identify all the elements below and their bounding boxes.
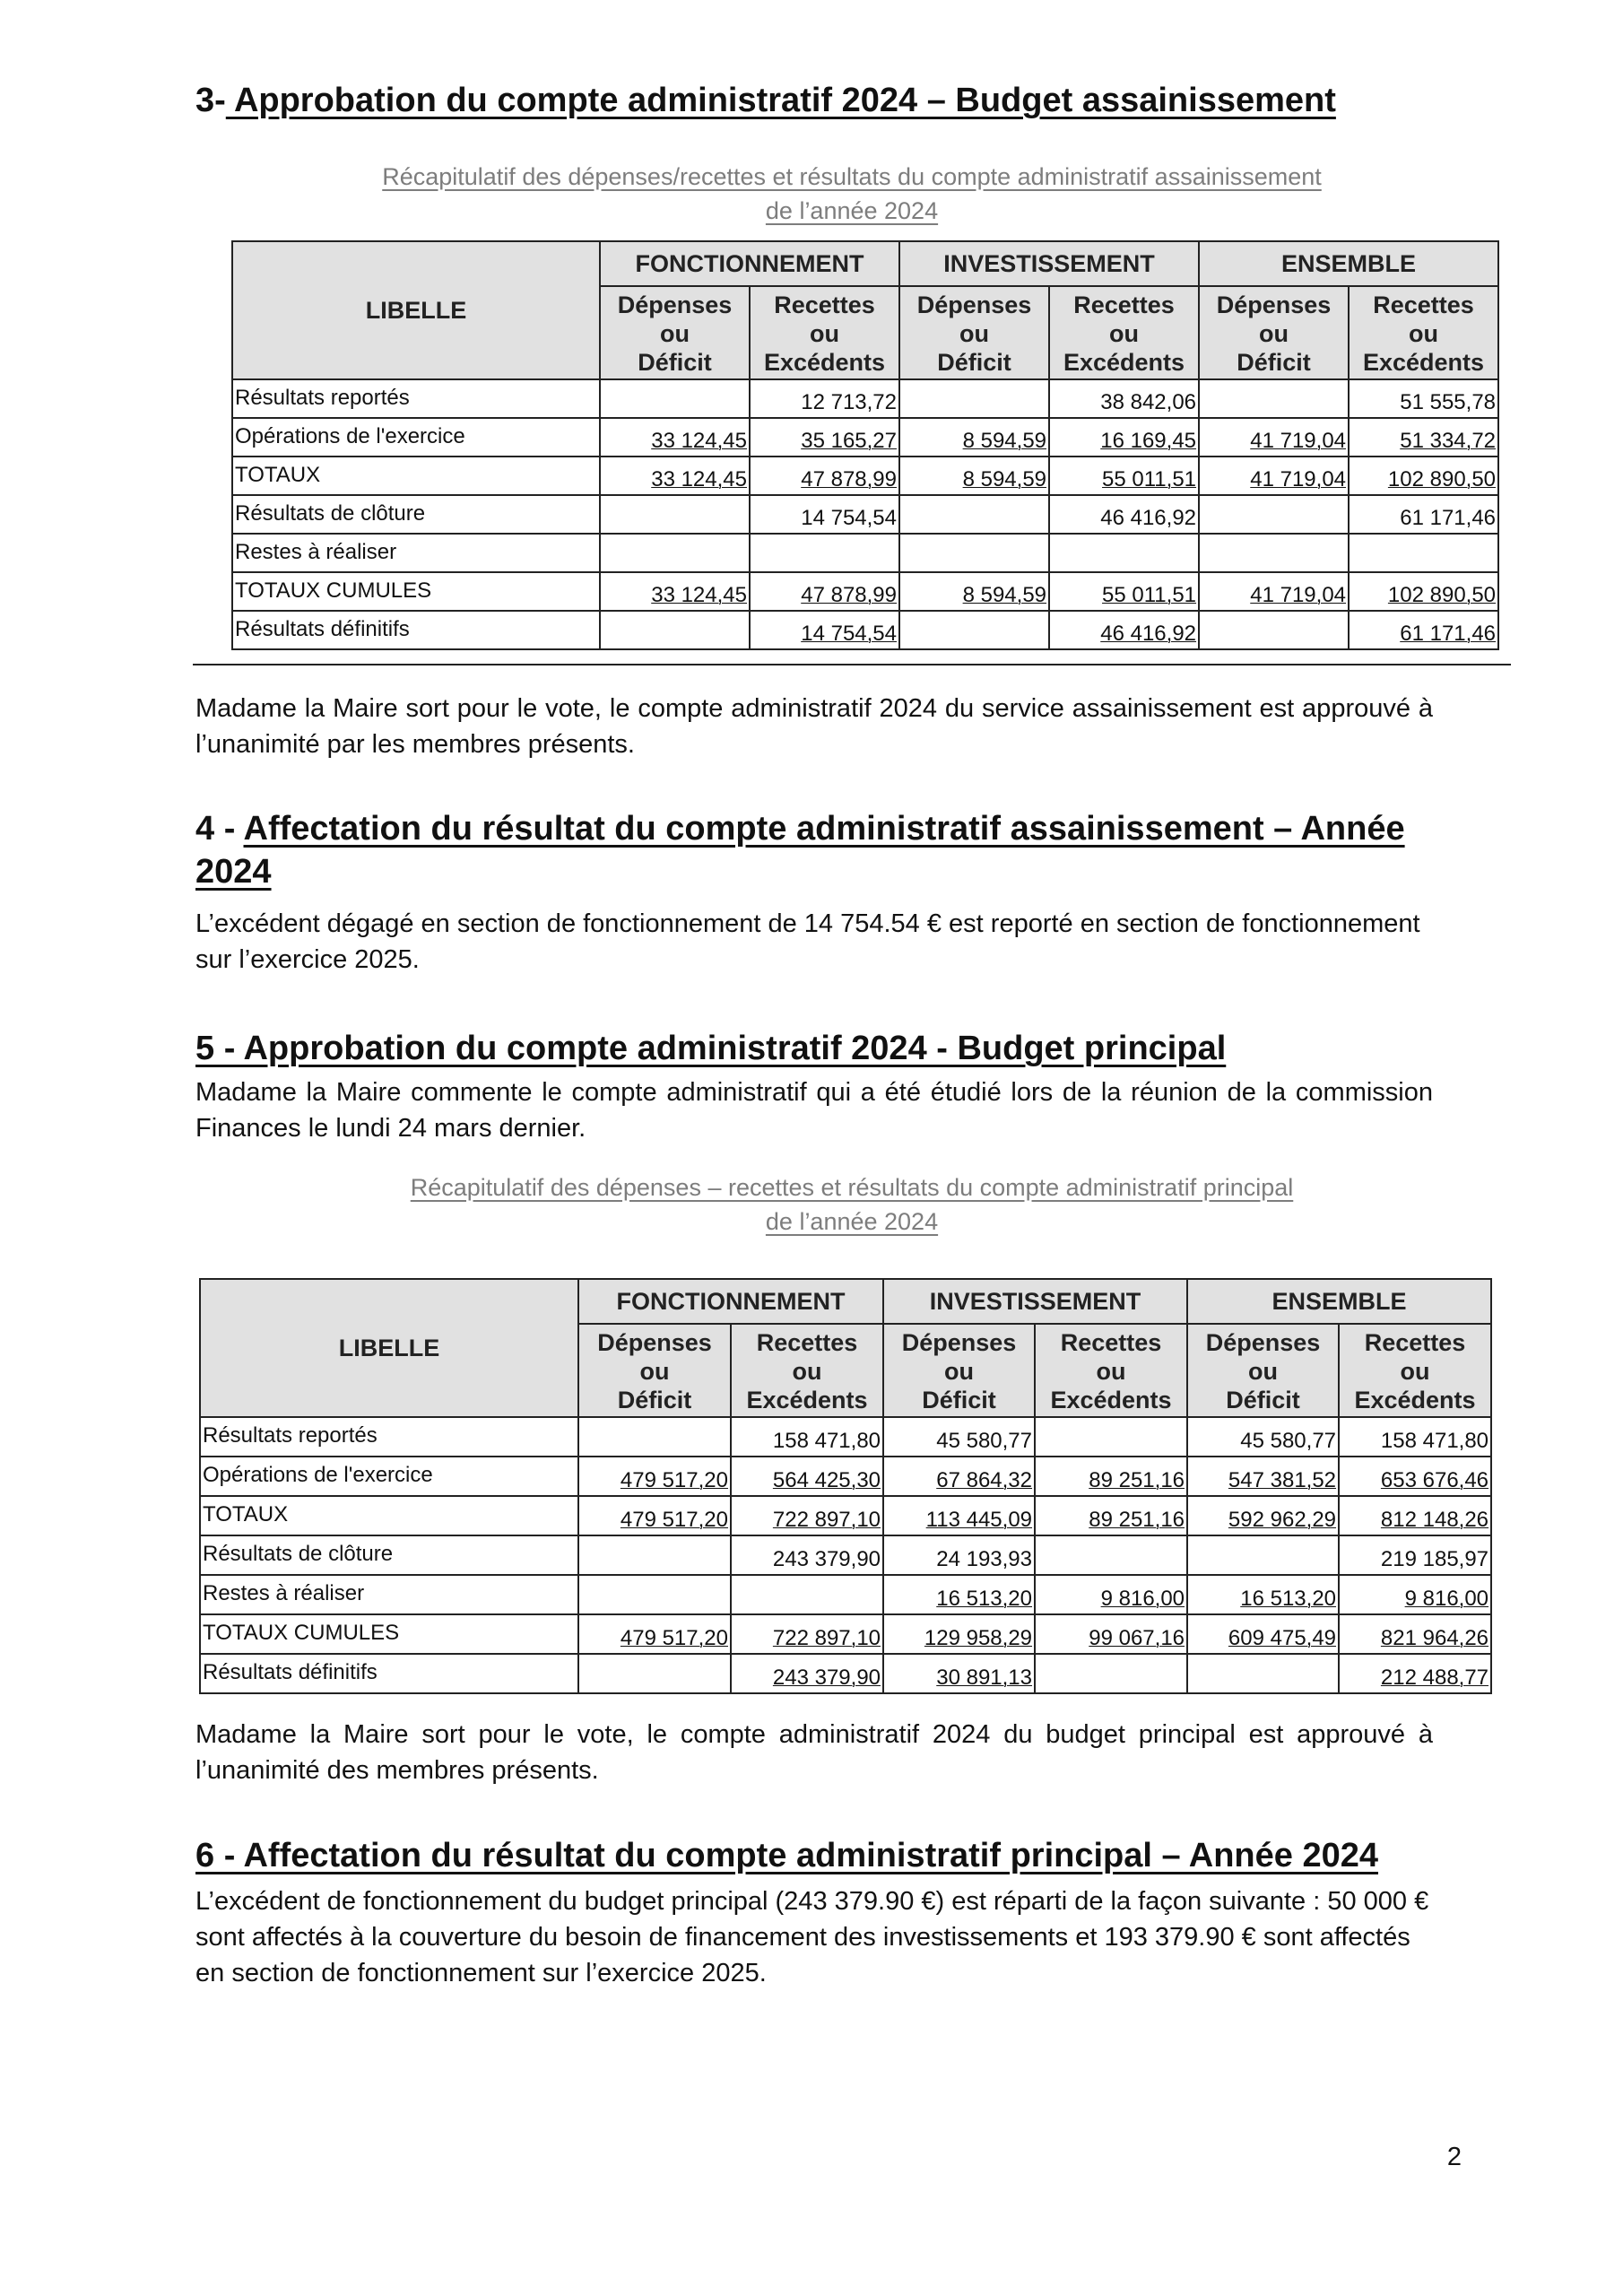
cell-value: 99 067,16	[1089, 1626, 1185, 1650]
table-2-caption-line-2: de l’année 2024	[765, 1208, 939, 1235]
table-cell	[600, 611, 750, 649]
table-cell	[1349, 457, 1498, 495]
cell-value: 102 890,50	[1387, 467, 1497, 491]
table-cell	[600, 379, 750, 418]
recettes-header-line: Recettes	[1364, 1329, 1466, 1356]
table-cell	[1339, 1457, 1491, 1496]
cell-value: 102 890,50	[1387, 583, 1497, 607]
table-cell	[600, 457, 750, 495]
row-label: Restes à réaliser	[200, 1575, 578, 1614]
table-cell	[750, 418, 899, 457]
table-cell	[750, 611, 899, 649]
table-cell	[1199, 495, 1349, 534]
section-4-number: 4 -	[195, 810, 244, 848]
cell-value: 61 171,46	[1400, 506, 1497, 530]
table-cell	[1349, 572, 1498, 611]
depenses-header-line: ou	[639, 1358, 670, 1385]
table-cell	[1049, 534, 1199, 572]
table-row	[200, 1417, 1491, 1457]
cell-value: 812 148,26	[1380, 1508, 1489, 1532]
depenses-header-line: Déficit	[638, 349, 712, 376]
table-cell	[883, 1457, 1035, 1496]
table-cell	[1035, 1575, 1187, 1614]
table-1-caption	[193, 160, 1511, 228]
depenses-header-line: Déficit	[922, 1387, 996, 1413]
recettes-header-line: ou	[1096, 1358, 1126, 1385]
recettes-header-line: ou	[1400, 1358, 1430, 1385]
table-cell	[899, 379, 1049, 418]
table-cell	[1035, 1417, 1187, 1457]
table-cell	[578, 1575, 731, 1614]
section-3-heading	[195, 79, 1336, 122]
table-cell	[883, 1614, 1035, 1654]
depenses-header-line: Déficit	[617, 1387, 692, 1413]
table-row	[200, 1614, 1491, 1654]
table-2-caption-line-1: Récapitulatif des dépenses – recettes et résultats du compte administratif principal	[410, 1174, 1294, 1201]
section-6-heading: 6 - Affectation du résultat du compte administratif principal – Année 2024	[195, 1837, 1378, 1874]
table-cell	[1049, 418, 1199, 457]
depenses-header-line: Dépenses	[617, 291, 733, 318]
cell-value: 547 381,52	[1228, 1468, 1337, 1492]
recettes-header	[1049, 286, 1199, 379]
depenses-header-line: Dépenses	[597, 1329, 712, 1356]
cell-value: 47 878,99	[801, 583, 898, 607]
table-cell	[1187, 1654, 1339, 1693]
table-cell	[750, 379, 899, 418]
section-4-title: Affectation du résultat du compte administratif assainissement – Année	[243, 810, 1405, 848]
table-cell	[750, 457, 899, 495]
table-row	[200, 1457, 1491, 1496]
recettes-header-line: ou	[810, 320, 839, 347]
cell-value: 61 171,46	[1400, 622, 1497, 646]
table-cell	[1339, 1535, 1491, 1575]
table-cell	[1049, 611, 1199, 649]
section-divider	[193, 664, 1511, 665]
cell-value: 55 011,51	[1102, 467, 1197, 491]
table-cell	[899, 457, 1049, 495]
recettes-header-line: ou	[792, 1358, 822, 1385]
section-3-number: 3-	[195, 82, 226, 119]
cell-value: 24 193,93	[936, 1547, 1033, 1571]
cell-value: 89 251,16	[1089, 1468, 1185, 1492]
table-cell	[1187, 1417, 1339, 1457]
cell-value: 35 165,27	[801, 429, 898, 453]
table-cell	[1035, 1535, 1187, 1575]
recettes-header-line: Recettes	[1073, 291, 1175, 318]
row-label: TOTAUX	[200, 1496, 578, 1535]
cell-value: 41 719,04	[1250, 429, 1347, 453]
cell-value: 243 379,90	[772, 1665, 881, 1690]
table-cell	[1349, 379, 1498, 418]
cell-value: 41 719,04	[1250, 467, 1347, 491]
table-cell	[578, 1457, 731, 1496]
recettes-header	[750, 286, 899, 379]
cell-value: 38 842,06	[1100, 390, 1197, 414]
cell-value: 9 816,00	[1404, 1587, 1489, 1611]
depenses-header	[899, 286, 1049, 379]
cell-value: 592 962,29	[1228, 1508, 1337, 1532]
table-cell	[1349, 611, 1498, 649]
table-cell	[1199, 572, 1349, 611]
table-cell	[1187, 1614, 1339, 1654]
cell-value: 158 471,80	[772, 1429, 881, 1453]
cell-value: 89 251,16	[1089, 1508, 1185, 1532]
cell-value: 8 594,59	[962, 467, 1047, 491]
ensemble-header: ENSEMBLE	[1187, 1279, 1491, 1324]
section-4-body: L’excédent dégagé en section de fonctionnement de 14 754.54 € est reporté en section de fonctionnement sur l’exercice 2025.	[195, 909, 1420, 974]
depenses-header-line: ou	[1259, 320, 1289, 347]
libelle-header: LIBELLE	[200, 1279, 578, 1417]
cell-value: 45 580,77	[936, 1429, 1033, 1453]
table-1-caption-line-1: Récapitulatif des dépenses/recettes et résultats du compte administratif assainissement	[382, 163, 1322, 190]
table-cell	[1199, 611, 1349, 649]
table-2-caption	[193, 1170, 1511, 1239]
libelle-header: LIBELLE	[232, 241, 600, 379]
cell-value: 158 471,80	[1380, 1429, 1489, 1453]
table-cell	[1349, 534, 1498, 572]
cell-value: 45 580,77	[1240, 1429, 1337, 1453]
table-cell	[731, 1417, 883, 1457]
cell-value: 16 169,45	[1100, 429, 1197, 453]
cell-value: 47 878,99	[801, 467, 898, 491]
fonctionnement-header: FONCTIONNEMENT	[600, 241, 899, 286]
cell-value: 479 517,20	[620, 1508, 728, 1532]
table-cell	[1049, 379, 1199, 418]
cell-value: 821 964,26	[1380, 1626, 1489, 1650]
section-4-title-line-2: 2024	[195, 853, 272, 891]
table-cell	[899, 495, 1049, 534]
table-cell	[1339, 1417, 1491, 1457]
row-label: Résultats reportés	[200, 1417, 578, 1457]
depenses-header-line: Dépenses	[901, 1329, 1017, 1356]
row-label: Restes à réaliser	[232, 534, 600, 572]
page-number: 2	[1446, 2143, 1462, 2171]
recettes-header	[1349, 286, 1498, 379]
table-cell	[883, 1496, 1035, 1535]
recettes-header-line: Excédents	[1063, 349, 1185, 376]
depenses-header-line: Dépenses	[916, 291, 1032, 318]
recettes-header-line: ou	[1409, 320, 1439, 347]
row-label: Résultats de clôture	[232, 495, 600, 534]
assainissement-summary-table	[231, 240, 1499, 650]
cell-value: 8 594,59	[962, 429, 1047, 453]
table-cell	[731, 1614, 883, 1654]
cell-value: 16 513,20	[1240, 1587, 1337, 1611]
section-3-title: Approbation du compte administratif 2024 – Budget assainissement	[225, 82, 1336, 119]
table-cell	[1049, 457, 1199, 495]
table-cell	[578, 1654, 731, 1693]
cell-value: 564 425,30	[772, 1468, 881, 1492]
table-cell	[1339, 1614, 1491, 1654]
recettes-header-line: Recettes	[774, 291, 875, 318]
cell-value: 14 754,54	[801, 506, 898, 530]
recettes-header-line: Recettes	[756, 1329, 858, 1356]
table-cell	[1187, 1535, 1339, 1575]
section-3-vote-text: Madame la Maire sort pour le vote, le compte administratif 2024 du service assainissement est approuvé à l’unanimité par les membres présents.	[195, 694, 1433, 759]
table-row	[232, 495, 1498, 534]
fonctionnement-header: FONCTIONNEMENT	[578, 1279, 883, 1324]
recettes-header	[1035, 1324, 1187, 1417]
cell-value: 51 334,72	[1400, 429, 1497, 453]
cell-value: 722 897,10	[772, 1508, 881, 1532]
cell-value: 219 185,97	[1380, 1547, 1489, 1571]
recettes-header-line: ou	[1109, 320, 1140, 347]
table-cell	[1339, 1496, 1491, 1535]
depenses-header	[600, 286, 750, 379]
cell-value: 129 958,29	[924, 1626, 1033, 1650]
cell-value: 653 676,46	[1380, 1468, 1489, 1492]
table-cell	[1035, 1654, 1187, 1693]
table-cell	[899, 534, 1049, 572]
depenses-header-line: Déficit	[1226, 1387, 1300, 1413]
table-cell	[1199, 379, 1349, 418]
table-cell	[1035, 1614, 1187, 1654]
cell-value: 33 124,45	[651, 467, 747, 491]
recettes-header-line: Recettes	[1373, 291, 1474, 318]
table-cell	[883, 1654, 1035, 1693]
table-cell	[1187, 1457, 1339, 1496]
section-5-vote-text: Madame la Maire sort pour le vote, le compte administratif 2024 du budget principal est approuvé à l’unanimité des membres présents.	[195, 1720, 1433, 1785]
cell-value: 46 416,92	[1100, 506, 1197, 530]
section-6-body: L’excédent de fonctionnement du budget principal (243 379.90 €) est réparti de la façon suivante : 50 000 € sont affectés à la couverture du besoin de financement des investissements et 193 379.90 € sont affectés en section de fonctionnement sur l’exercice 2025.	[195, 1887, 1429, 1987]
table-cell	[731, 1575, 883, 1614]
table-row	[200, 1535, 1491, 1575]
investissement-header: INVESTISSEMENT	[899, 241, 1199, 286]
cell-value: 55 011,51	[1102, 583, 1197, 607]
table-cell	[578, 1496, 731, 1535]
table-cell	[578, 1614, 731, 1654]
recettes-header-line: Excédents	[1354, 1387, 1476, 1413]
table-cell	[1187, 1496, 1339, 1535]
cell-value: 12 713,72	[801, 390, 898, 414]
cell-value: 41 719,04	[1250, 583, 1347, 607]
table-row	[200, 1496, 1491, 1535]
table-cell	[1199, 534, 1349, 572]
table-cell	[899, 611, 1049, 649]
table-cell	[731, 1535, 883, 1575]
depenses-header	[1187, 1324, 1339, 1417]
cell-value: 33 124,45	[651, 429, 747, 453]
table-cell	[731, 1654, 883, 1693]
depenses-header-line: ou	[959, 320, 990, 347]
cell-value: 212 488,77	[1380, 1665, 1489, 1690]
recettes-header-line: Excédents	[763, 349, 886, 376]
depenses-header-line: ou	[1248, 1358, 1279, 1385]
table-cell	[1035, 1496, 1187, 1535]
row-label: Opérations de l'exercice	[232, 418, 600, 457]
cell-value: 14 754,54	[801, 622, 898, 646]
depenses-header	[578, 1324, 731, 1417]
table-cell	[899, 572, 1049, 611]
depenses-header-line: ou	[660, 320, 690, 347]
cell-value: 9 816,00	[1100, 1587, 1185, 1611]
table-cell	[899, 418, 1049, 457]
table-cell	[731, 1496, 883, 1535]
table-cell	[600, 418, 750, 457]
table-1-caption-line-2: de l’année 2024	[765, 197, 939, 224]
table-row	[232, 534, 1498, 572]
table-cell	[578, 1535, 731, 1575]
depenses-header-line: Déficit	[937, 349, 1011, 376]
cell-value: 113 445,09	[925, 1508, 1033, 1532]
section-4-heading	[195, 807, 1405, 893]
depenses-header-line: ou	[944, 1358, 975, 1385]
table-cell	[883, 1575, 1035, 1614]
section-5-heading: 5 - Approbation du compte administratif 2024 - Budget principal	[195, 1030, 1227, 1067]
table-row	[200, 1575, 1491, 1614]
section-5-body: Madame la Maire commente le compte administratif qui a été étudié lors de la réunion de la commission Finances le lundi 24 mars dernier.	[195, 1078, 1433, 1143]
table-cell	[600, 534, 750, 572]
cell-value: 33 124,45	[651, 583, 747, 607]
cell-value: 67 864,32	[936, 1468, 1033, 1492]
row-label: Opérations de l'exercice	[200, 1457, 578, 1496]
table-cell	[883, 1535, 1035, 1575]
row-label: TOTAUX CUMULES	[200, 1614, 578, 1654]
cell-value: 16 513,20	[936, 1587, 1033, 1611]
recettes-header-line: Excédents	[1050, 1387, 1172, 1413]
cell-value: 51 555,78	[1400, 390, 1497, 414]
cell-value: 30 891,13	[936, 1665, 1033, 1690]
table-cell	[1339, 1575, 1491, 1614]
recettes-header	[1339, 1324, 1491, 1417]
depenses-header	[1199, 286, 1349, 379]
cell-value: 479 517,20	[620, 1626, 728, 1650]
table-cell	[750, 572, 899, 611]
table-cell	[1199, 457, 1349, 495]
cell-value: 479 517,20	[620, 1468, 728, 1492]
recettes-header	[731, 1324, 883, 1417]
row-label: Résultats reportés	[232, 379, 600, 418]
recettes-header-line: Excédents	[746, 1387, 868, 1413]
table-row	[232, 572, 1498, 611]
table-cell	[1049, 495, 1199, 534]
cell-value: 46 416,92	[1100, 622, 1197, 646]
budget-principal-summary-table	[199, 1278, 1492, 1694]
depenses-header-line: Dépenses	[1216, 291, 1332, 318]
table-cell	[578, 1417, 731, 1457]
investissement-header: INVESTISSEMENT	[883, 1279, 1187, 1324]
row-label: Résultats définitifs	[232, 611, 600, 649]
row-label: Résultats de clôture	[200, 1535, 578, 1575]
depenses-header	[883, 1324, 1035, 1417]
table-cell	[600, 495, 750, 534]
recettes-header-line: Excédents	[1362, 349, 1485, 376]
table-row	[232, 418, 1498, 457]
table-cell	[883, 1417, 1035, 1457]
table-cell	[1187, 1575, 1339, 1614]
recettes-header-line: Recettes	[1060, 1329, 1162, 1356]
row-label: Résultats définitifs	[200, 1654, 578, 1693]
table-cell	[731, 1457, 883, 1496]
depenses-header-line: Dépenses	[1205, 1329, 1321, 1356]
table-cell	[1339, 1654, 1491, 1693]
depenses-header-line: Déficit	[1237, 349, 1311, 376]
table-row	[232, 457, 1498, 495]
table-cell	[750, 534, 899, 572]
table-cell	[1049, 572, 1199, 611]
table-row	[232, 379, 1498, 418]
cell-value: 243 379,90	[772, 1547, 881, 1571]
table-cell	[600, 572, 750, 611]
cell-value: 722 897,10	[772, 1626, 881, 1650]
cell-value: 609 475,49	[1228, 1626, 1337, 1650]
cell-value: 8 594,59	[962, 583, 1047, 607]
table-cell	[1199, 418, 1349, 457]
table-row	[200, 1654, 1491, 1693]
row-label: TOTAUX CUMULES	[232, 572, 600, 611]
table-cell	[1349, 495, 1498, 534]
row-label: TOTAUX	[232, 457, 600, 495]
ensemble-header: ENSEMBLE	[1199, 241, 1498, 286]
table-cell	[1349, 418, 1498, 457]
table-cell	[1035, 1457, 1187, 1496]
table-cell	[750, 495, 899, 534]
table-row	[232, 611, 1498, 649]
